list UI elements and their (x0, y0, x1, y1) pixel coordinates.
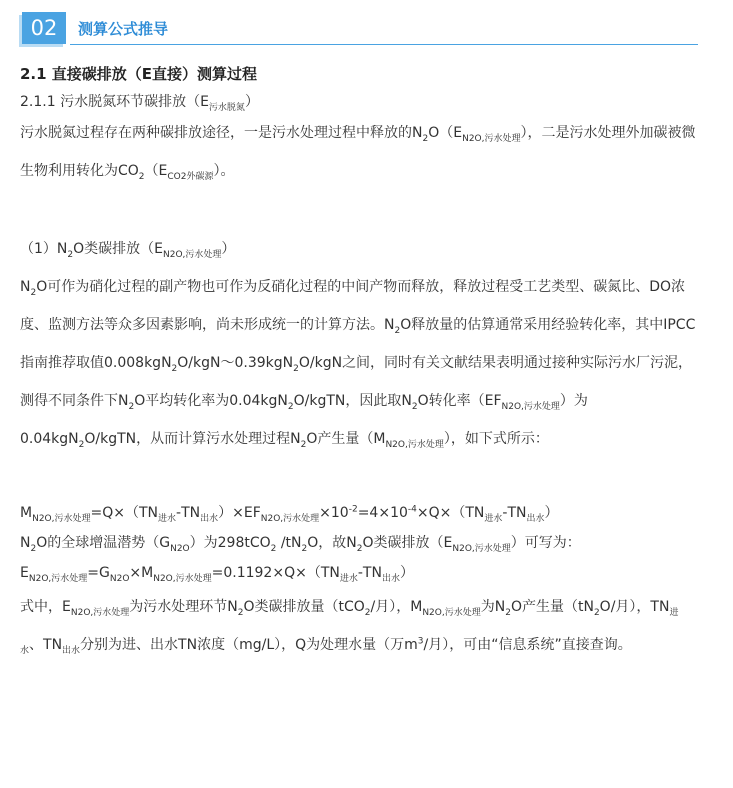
text-run: =Q×（TN (90, 505, 159, 521)
subscript-text: 2 (171, 363, 178, 374)
text-run: O释放量的估算通常采用经验转化率，其中IPCC指南推荐取值0.008kgN (20, 317, 696, 371)
text-run: O（E (428, 125, 463, 141)
subscript-text: 出水 (526, 513, 545, 524)
text-run: O/月），TN (599, 599, 670, 615)
subscript-text: N2O,污水处理 (260, 513, 320, 524)
header-divider (70, 44, 698, 45)
text-run: 为污水处理环节N (129, 599, 238, 615)
superscript-text: -4 (407, 504, 417, 515)
text-run: O产生量（M (306, 431, 386, 447)
text-run: O/kgN～0.39kgN (177, 355, 294, 371)
subscript-text: 出水 (381, 573, 400, 584)
paragraph-n2o-estimation (20, 268, 700, 458)
text-run: O，故N (307, 535, 357, 551)
text-run: E (20, 565, 29, 581)
paragraph-emission-paths (20, 114, 700, 190)
text-run: ×10 (319, 505, 349, 521)
subscript-text: CO2外碳源 (167, 171, 214, 182)
subscript-text: 进水 (20, 607, 679, 656)
subscript-text: 进水 (484, 513, 503, 524)
heading-suffix: ） (244, 94, 259, 110)
text-run: 为N (480, 599, 506, 615)
subscript-text: 2 (78, 439, 85, 450)
text-run: O类碳排放（E (73, 241, 163, 257)
subsection-heading: 2.1 直接碳排放（E直接）测算过程 (20, 65, 258, 83)
text-run: ×Q×（TN (416, 505, 485, 521)
subscript-text: 2 (237, 607, 244, 618)
subscript-text: 2 (300, 439, 307, 450)
text-run: ）。 (213, 163, 235, 179)
text-run: O/kgTN，因此取N (293, 393, 412, 409)
subscript-text: 2 (30, 543, 37, 554)
text-run: ） (221, 241, 236, 257)
text-run: /tN (276, 535, 302, 551)
subscript-text: N2O,污水处理 (452, 543, 511, 554)
text-run: -TN (502, 505, 527, 521)
subscript-text: 2 (287, 401, 294, 412)
text-run: 、TN (29, 637, 63, 653)
text-run: M (20, 505, 33, 521)
text-run: O平均转化率为0.04kgN (134, 393, 288, 409)
article-body (20, 62, 700, 664)
text-run: /月），M (370, 599, 423, 615)
text-run: ），二是污水处理外加碳被微生物利用转化为CO (20, 125, 696, 179)
subscript-text: N2O,污水处理 (385, 439, 444, 450)
subscript-text: N2O,污水处理 (28, 573, 88, 584)
text-run: ）可写为： (510, 535, 581, 551)
subscript-text: 2 (128, 401, 135, 412)
text-run: O的全球增温潜势（G (36, 535, 171, 551)
formula-n2o-production (20, 498, 700, 528)
section-header (22, 8, 698, 46)
text-run: 污水脱氮过程存在两种碳排放途径，一是污水处理过程中释放的N (20, 125, 423, 141)
text-run: 分别为进、出水TN浓度（mg/L），Q为处理水量（万m (80, 637, 418, 653)
formula-gwp-statement (20, 528, 700, 558)
text-run: 式中，E (20, 599, 71, 615)
text-run: -TN (176, 505, 201, 521)
text-run: -TN (357, 565, 382, 581)
subscript-text: 2 (411, 401, 418, 412)
subscript-text: 2 (394, 325, 401, 336)
subscript-text: 2 (30, 287, 37, 298)
text-run: /月），可由“信息系统”直接查询。 (423, 637, 632, 653)
subscript-text: 2 (270, 543, 277, 554)
text-run: （E (144, 163, 168, 179)
item-n2o-heading (20, 230, 700, 268)
subscript-text: N2O,污水处理 (70, 607, 130, 618)
text-run: =G (87, 565, 110, 581)
subsubsection-heading (20, 90, 700, 114)
subscript-text: N2O (170, 543, 190, 554)
text-run: ），如下式所示： (443, 431, 549, 447)
text-run: ）×EF (218, 505, 261, 521)
text-run: ） (544, 505, 559, 521)
subscript-text: 2 (293, 363, 299, 374)
text-run: ）为298tCO (189, 535, 271, 551)
text-run: O类碳排放（E (362, 535, 453, 551)
subscript-text: 2 (364, 607, 371, 618)
subscript-text: N2O (109, 573, 130, 584)
subscript-text: 2 (301, 543, 308, 554)
text-run: O可作为硝化过程的副产物也可作为反硝化过程的中间产物而释放，释放过程受工艺类型、碳氮比、DO浓度、监测方法等众多因素影响，尚未形成统一的计算方法。N (20, 279, 686, 333)
text-run: =4×10 (357, 505, 408, 521)
text-run: O转化率（EF (417, 393, 502, 409)
superscript-text: -2 (348, 504, 358, 515)
text-run: ）为0.04kgN (20, 393, 588, 447)
text-run: O产生量（tN (510, 599, 594, 615)
heading-prefix: 2.1.1 污水脱氮环节碳排放（E (20, 94, 209, 110)
subscript-text: 2 (356, 543, 363, 554)
text-run: O/kgTN，从而计算污水处理过程N (84, 431, 301, 447)
subscript-text: N2O,污水处理 (153, 573, 212, 584)
subscript-text: N2O,污水处理 (462, 133, 521, 144)
formula-n2o-emission (20, 558, 700, 588)
subscript-text: N2O,污水处理 (163, 249, 222, 260)
subscript-text: 2 (67, 249, 74, 260)
subscript-text: 2 (505, 607, 511, 618)
subscript-text: 2 (422, 133, 429, 144)
text-run: ） (399, 565, 414, 581)
paragraph-variable-definitions (20, 588, 700, 664)
subscript-text: 出水 (200, 513, 219, 524)
heading-subscript: 污水脱氮 (208, 102, 245, 113)
text-run: （1）N (20, 241, 68, 257)
superscript-text: 3 (417, 636, 424, 647)
subscript-text: 进水 (158, 513, 177, 524)
text-run: O/kgN之间，同时有关文献结果表明通过接种实际污水厂污泥，测得不同条件下N (20, 355, 693, 409)
subscript-text: N2O,污水处理 (32, 513, 91, 524)
section-number-badge: 02 (22, 12, 66, 44)
subscript-text: 进水 (339, 573, 358, 584)
subscript-text: N2O,污水处理 (422, 607, 481, 618)
text-run: N (20, 279, 31, 295)
subscript-text: 2 (138, 171, 145, 182)
text-run: O类碳排放量（tCO (243, 599, 365, 615)
subscript-text: 出水 (62, 645, 81, 656)
text-run: ×M (129, 565, 154, 581)
subscript-text: 2 (593, 607, 600, 618)
text-run: =0.1192×Q×（TN (211, 565, 340, 581)
text-run: N (20, 535, 31, 551)
subscript-text: N2O,污水处理 (501, 401, 560, 412)
section-title: 测算公式推导 (78, 20, 169, 38)
